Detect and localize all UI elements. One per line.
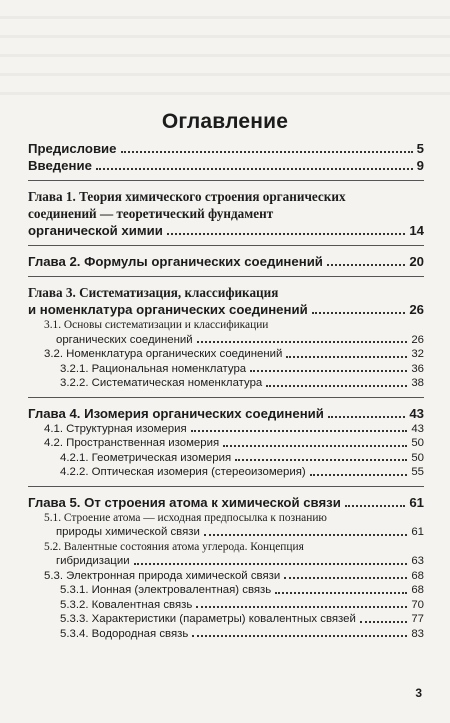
toc-entry-line: 3.2. Номенклатура органических соединений — [44, 348, 283, 360]
toc-entry — [28, 422, 424, 437]
toc-page-number: 14 — [409, 223, 424, 238]
toc-entry — [28, 583, 424, 598]
toc-entry-line: природы химической связи — [56, 526, 200, 538]
toc-entry-line: 5.3.1. Ионная (электровалентная) связь — [60, 584, 272, 596]
bleed-through-text — [0, 0, 450, 110]
toc-entry-line: и номенклатура органических соединений — [28, 302, 308, 317]
toc-page-number: 63 — [411, 555, 424, 567]
dot-leader — [275, 591, 407, 594]
toc-entry-line: 4.1. Структурная изомерия — [44, 422, 187, 435]
toc-entry-line: органических соединений — [56, 333, 193, 346]
toc-entry — [28, 376, 424, 391]
toc-entry — [28, 188, 424, 239]
toc-page-number: 70 — [411, 598, 424, 611]
toc-entry — [28, 157, 424, 174]
page-number: 3 — [415, 686, 422, 700]
section-divider — [28, 276, 424, 277]
page-title: Оглавление — [161, 110, 289, 134]
toc-page-number: 77 — [411, 613, 424, 625]
toc-page-number: 61 — [411, 526, 424, 538]
toc-entry-line: Глава 1. Теория химического строения органических — [28, 189, 346, 204]
dot-leader — [250, 369, 407, 372]
section-divider — [28, 180, 424, 181]
toc-entry-line: органической химии — [28, 223, 163, 238]
toc-entry — [28, 511, 424, 540]
toc-entry-line: Глава 3. Систематизация, классификация — [28, 285, 279, 300]
dot-leader — [204, 533, 407, 536]
toc-page-number: 36 — [411, 362, 424, 375]
toc-entry — [28, 318, 424, 347]
toc-page-number: 26 — [411, 333, 424, 346]
dot-leader — [310, 473, 408, 476]
section-divider — [28, 397, 424, 398]
toc-entry-line: 5.3.3. Характеристики (параметры) ковалентных связей — [60, 613, 356, 625]
dot-leader — [360, 620, 407, 623]
dot-leader — [266, 384, 407, 387]
toc-entry-line: 5.3.4. Водородная связь — [60, 627, 189, 640]
dot-leader — [328, 415, 405, 418]
toc-entry — [28, 140, 424, 157]
toc-entry — [28, 612, 424, 627]
toc-entry-line: Глава 5. От строения атома к химической связи — [28, 494, 341, 510]
dot-leader — [192, 634, 407, 637]
section-divider — [28, 486, 424, 487]
dot-leader — [134, 562, 408, 565]
toc-page-number: 26 — [409, 302, 424, 317]
toc-entry — [28, 540, 424, 569]
toc-entry — [28, 347, 424, 362]
toc-page-number: 61 — [409, 494, 424, 510]
toc-page-number: 9 — [416, 158, 424, 173]
toc-entry — [28, 569, 424, 584]
toc-page-number: 38 — [411, 377, 424, 389]
toc-entry — [28, 253, 424, 270]
toc-entry-line: Глава 4. Изомерия органических соединений — [28, 405, 324, 421]
dot-leader — [223, 444, 407, 447]
toc-entry-line: гибридизации — [56, 555, 130, 567]
toc-page-number: 83 — [411, 627, 424, 640]
toc-page-number: 68 — [411, 584, 424, 596]
toc-page-number: 50 — [411, 437, 424, 449]
toc-page-number: 32 — [411, 348, 424, 360]
toc-entry-line: 3.2.2. Систематическая номенклатура — [60, 377, 263, 389]
toc-page-number: 68 — [411, 569, 424, 582]
toc-entry — [28, 405, 424, 422]
dot-leader — [96, 167, 413, 170]
section-divider — [28, 245, 424, 246]
dot-leader — [286, 355, 407, 358]
dot-leader — [312, 311, 406, 314]
toc-entry-line: 3.1. Основы систематизации и классификации — [44, 319, 269, 331]
toc-entry — [28, 465, 424, 480]
toc-entry-line: 4.2.1. Геометрическая изомерия — [60, 451, 232, 464]
dot-leader — [345, 504, 405, 507]
toc-entry-line: Глава 2. Формулы органических соединений — [28, 254, 323, 269]
dot-leader — [284, 576, 407, 579]
toc-entry-line: 4.2.2. Оптическая изомерия (стереоизомерия) — [60, 466, 306, 478]
toc-entry-line: 5.3. Электронная природа химической связи — [44, 569, 281, 582]
toc-entry-line: Введение — [28, 158, 92, 173]
toc-entry — [28, 436, 424, 451]
dot-leader — [197, 340, 408, 343]
toc-entry — [28, 627, 424, 642]
toc-entry — [28, 598, 424, 613]
dot-leader — [167, 232, 406, 235]
toc-page-number: 20 — [409, 254, 424, 269]
toc-entry-line: Предисловие — [28, 141, 117, 156]
toc-page-number: 5 — [416, 141, 424, 156]
toc-page-number: 55 — [411, 466, 424, 478]
toc-entry-line: 5.3.2. Ковалентная связь — [60, 598, 193, 611]
toc-entry — [28, 451, 424, 466]
dot-leader — [121, 150, 413, 153]
toc-entry-line: 4.2. Пространственная изомерия — [44, 437, 220, 449]
dot-leader — [191, 429, 408, 432]
dot-leader — [327, 263, 405, 266]
toc-page-number: 43 — [411, 422, 424, 435]
toc-entry-line: 5.1. Строение атома — исходная предпосылка к познанию — [44, 511, 327, 524]
toc-entry-line: 3.2.1. Рациональная номенклатура — [60, 362, 247, 375]
toc-entry — [28, 494, 424, 511]
toc-page-number: 50 — [411, 451, 424, 464]
toc-entry-line: соединений — теоретический фундамент — [28, 206, 274, 221]
dot-leader — [196, 605, 407, 608]
toc-entry — [28, 362, 424, 377]
table-of-contents — [28, 140, 424, 641]
dot-leader — [235, 458, 407, 461]
toc-entry-line: 5.2. Валентные состояния атома углерода. Концепция — [44, 540, 304, 553]
toc-entry — [28, 284, 424, 318]
toc-page-number: 43 — [409, 405, 424, 421]
